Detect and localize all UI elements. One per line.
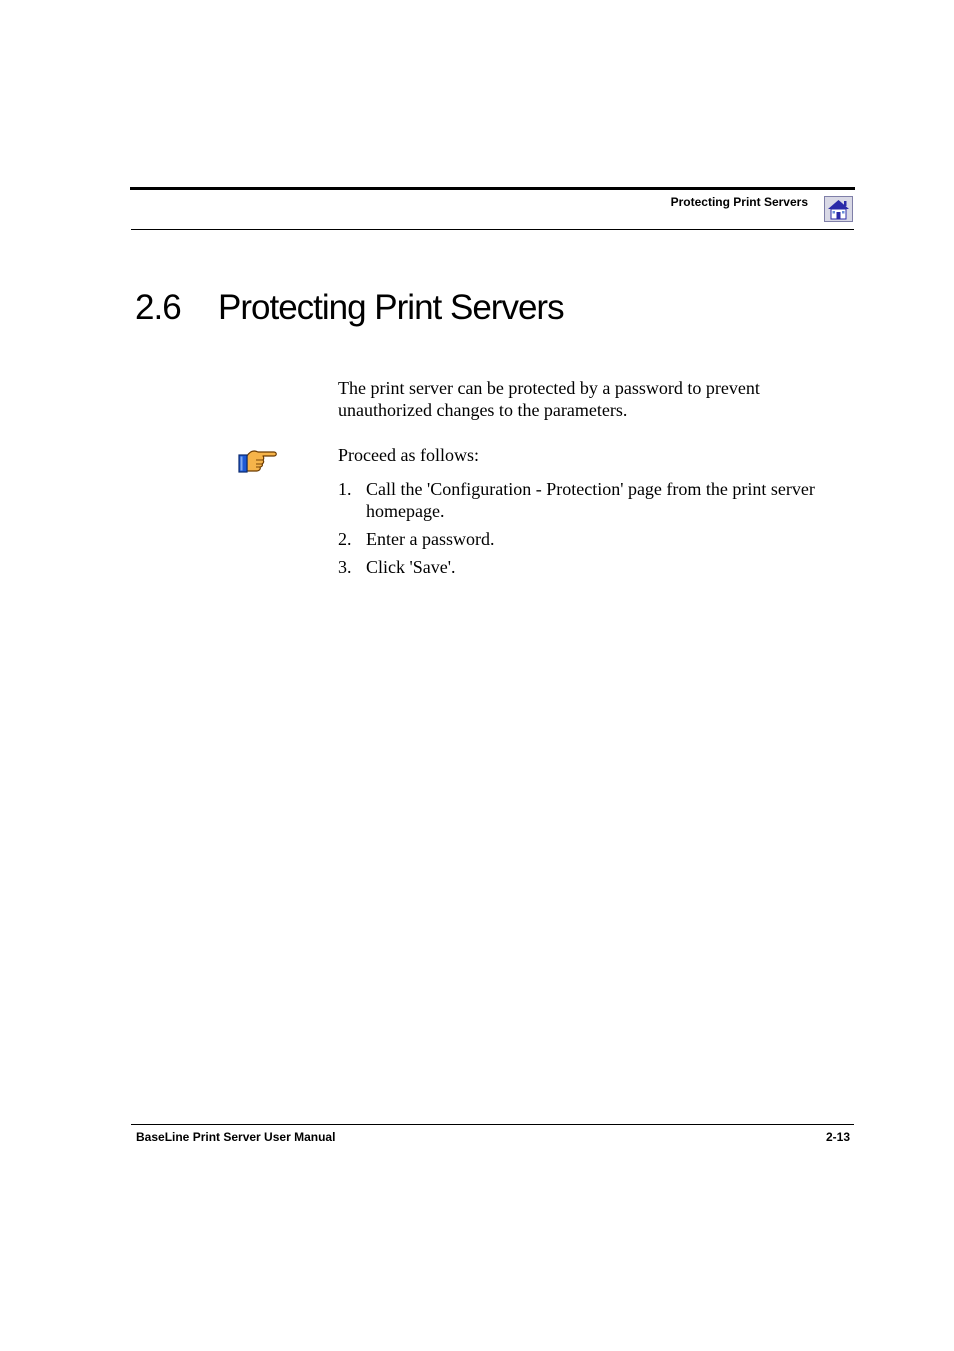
list-item [338,556,854,578]
home-icon[interactable] [824,196,853,222]
intro-paragraph: The print server can be protected by a password to prevent unauthorized changes to the parameters. [338,378,760,420]
header-top-rule [130,187,855,190]
list-item [338,478,854,522]
section-heading [135,288,564,328]
pointing-hand-icon [237,448,279,474]
header-bottom-rule [131,229,854,230]
procedure-steps [338,478,854,584]
section-title: Protecting Print Servers [218,288,564,327]
footer-page-number: 2-13 [825,1130,850,1144]
step-number: 3. [338,557,352,577]
step-text: Enter a password. [366,529,495,549]
list-item [338,528,854,550]
procedure-lead: Proceed as follows: [338,445,479,465]
step-text: Call the 'Configuration - Protection' page from the print server homepage. [366,479,815,521]
step-number: 2. [338,529,352,549]
footer-manual-title: BaseLine Print Server User Manual [136,1130,336,1144]
footer-rule [131,1124,854,1125]
step-text: Click 'Save'. [366,557,456,577]
section-number: 2.6 [135,288,181,327]
running-header-title: Protecting Print Servers [670,195,808,209]
step-number: 1. [338,479,352,499]
